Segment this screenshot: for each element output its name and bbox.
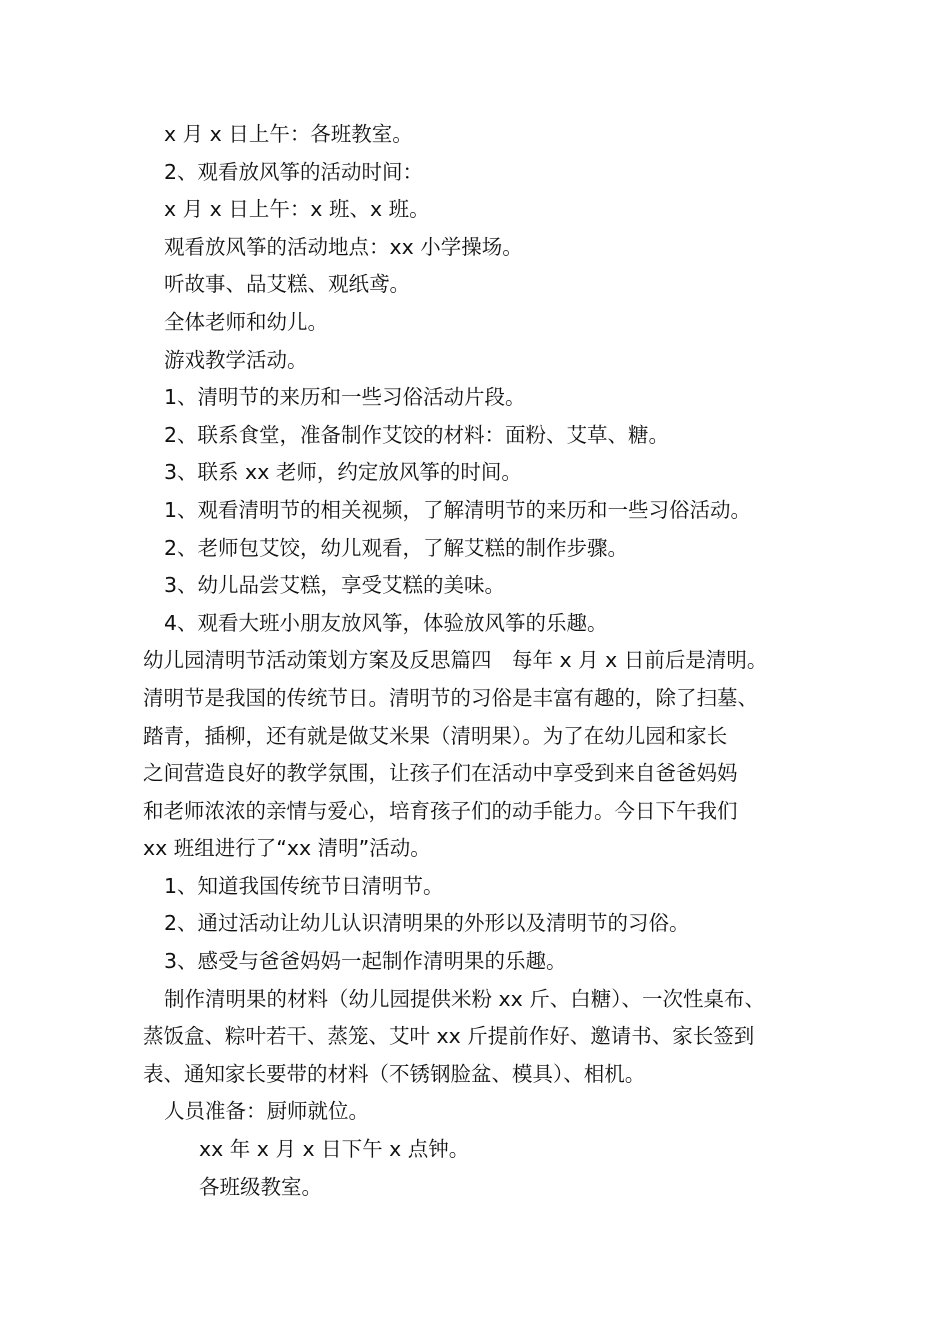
text-line: 游戏教学活动。 xyxy=(164,347,308,372)
paragraph-line: 表、通知家长要带的材料（不锈钢脸盆、模具）、相机。 xyxy=(143,1061,646,1086)
staff-line: 人员准备：厨师就位。 xyxy=(164,1099,369,1124)
place-line: 各班级教室。 xyxy=(199,1174,322,1199)
time-line: xx 年 x 月 x 日下午 x 点钟。 xyxy=(199,1137,470,1162)
list-item: 2、联系食堂，准备制作艾饺的材料：面粉、艾草、糖。 xyxy=(164,422,670,447)
list-item: 1、观看清明节的相关视频，了解清明节的来历和一些习俗活动。 xyxy=(164,497,752,522)
paragraph-line: 和老师浓浓的亲情与爱心，培育孩子们的动手能力。今日下午我们 xyxy=(143,798,738,823)
goal-item: 1、知道我国传统节日清明节。 xyxy=(164,873,444,898)
paragraph-line: 清明节是我国的传统节日。清明节的习俗是丰富有趣的，除了扫墓、 xyxy=(143,685,758,710)
list-item: 1、清明节的来历和一些习俗活动片段。 xyxy=(164,385,526,410)
paragraph-line: 踏青，插柳，还有就是做艾米果（清明果）。为了在幼儿园和家长 xyxy=(143,723,728,748)
text-line: 观看放风筝的活动地点：xx 小学操场。 xyxy=(164,234,523,259)
paragraph-line: 之间营造良好的教学氛围，让孩子们在活动中享受到来自爸爸妈妈 xyxy=(143,761,738,786)
text-line: 2、观看放风筝的活动时间： xyxy=(164,159,424,184)
list-item: 3、联系 xx 老师，约定放风筝的时间。 xyxy=(164,460,522,485)
list-item: 3、幼儿品尝艾糕，享受艾糕的美味。 xyxy=(164,573,506,598)
text-line: x 月 x 日上午：x 班、x 班。 xyxy=(164,197,430,222)
goal-item: 3、感受与爸爸妈妈一起制作清明果的乐趣。 xyxy=(164,949,567,974)
document-body xyxy=(143,116,843,1206)
goal-item: 2、通过活动让幼儿认识清明果的外形以及清明节的习俗。 xyxy=(164,911,690,936)
section-heading-line: 幼儿园清明节活动策划方案及反思篇四 每年 x 月 x 日前后是清明。 xyxy=(143,648,768,673)
paragraph-line: 制作清明果的材料（幼儿园提供米粉 xx 斤、白糖）、一次性桌布、 xyxy=(164,986,766,1011)
text-line: 听故事、品艾糕、观纸鸢。 xyxy=(164,272,410,297)
text-line: 全体老师和幼儿。 xyxy=(164,309,328,334)
paragraph-line: 蒸饭盒、粽叶若干、蒸笼、艾叶 xx 斤提前作好、邀请书、家长签到 xyxy=(143,1024,755,1049)
paragraph-line: xx 班组进行了“xx 清明”活动。 xyxy=(143,836,431,861)
list-item: 2、老师包艾饺，幼儿观看，了解艾糕的制作步骤。 xyxy=(164,535,629,560)
list-item: 4、观看大班小朋友放风筝，体验放风筝的乐趣。 xyxy=(164,610,608,635)
text-line: x 月 x 日上午：各班教室。 xyxy=(164,122,413,146)
